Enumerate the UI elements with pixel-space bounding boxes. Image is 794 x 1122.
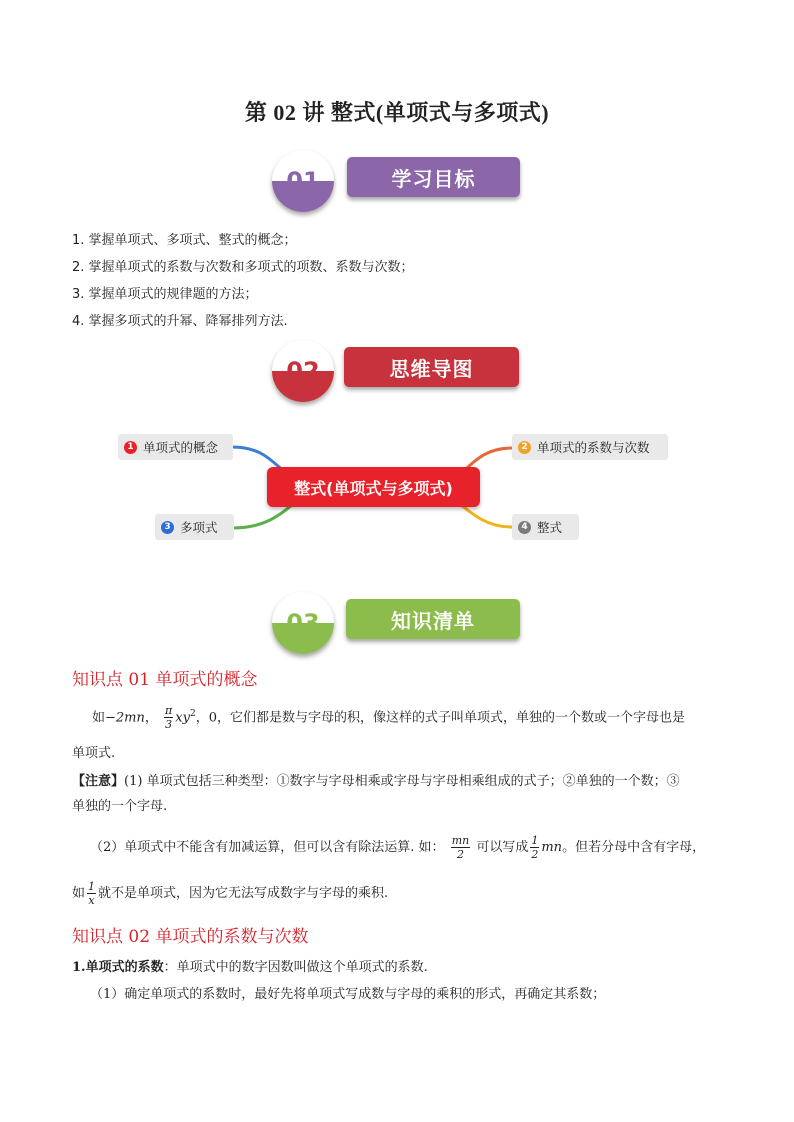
- kp2-line1: [72, 958, 428, 978]
- kp1-heading: 知识点 01 单项式的概念: [72, 670, 258, 690]
- frac-den: 2: [531, 848, 539, 861]
- objective-4: 4. 掌握多项式的升幂、降幂排列方法.: [72, 314, 288, 329]
- kp1-paragraph-1: [92, 704, 732, 731]
- kp1-sep: ，: [144, 710, 158, 726]
- fraction-1-over-x: [87, 880, 96, 907]
- kp1-note-line2: 单独的一个字母.: [72, 799, 168, 814]
- mindmap-node-1[interactable]: [118, 434, 233, 460]
- kp1-expr-minus2mn: −2mn: [105, 710, 145, 726]
- section-02-banner: 思维导图: [344, 347, 519, 387]
- objective-3: 3. 掌握单项式的规律题的方法；: [72, 287, 258, 302]
- frac-num: mn: [451, 834, 470, 847]
- fraction-1-over-2: [530, 834, 539, 861]
- mindmap-node-4-label: 整式: [537, 520, 563, 535]
- mindmap-center[interactable]: 整式(单项式与多项式): [267, 467, 480, 507]
- frac-num: 1: [531, 834, 539, 847]
- section-03-banner: 知识清单: [346, 599, 520, 639]
- frac-num: 1: [88, 880, 96, 893]
- section-03-number: 03: [286, 609, 320, 637]
- kp1-p2-prefix: （2）单项式中不能含有加减运算，但可以含有除法运算. 如：: [90, 840, 445, 855]
- kp1-expr-xy: xy: [175, 710, 190, 726]
- frac-num: π: [165, 704, 173, 718]
- section-02-number: 02: [286, 357, 320, 385]
- number-3-icon: 3: [161, 521, 174, 534]
- mindmap-node-2-label: 单项式的系数与次数: [537, 440, 650, 455]
- kp1-p3-prefix: 如: [72, 886, 86, 901]
- section-03-badge: [272, 592, 334, 654]
- frac-den: x: [88, 894, 95, 907]
- kp2-term: 1.单项式的系数: [72, 960, 164, 975]
- kp1-paragraph-3: [72, 880, 388, 907]
- number-4-icon: 4: [518, 521, 531, 534]
- mindmap-node-1-label: 单项式的概念: [143, 440, 219, 455]
- kp2-line2: （1）确定单项式的系数时，最好先将单项式写成数与字母的乘积的形式，再确定其系数；: [90, 987, 606, 1002]
- number-1-icon: 1: [124, 441, 137, 454]
- kp1-p3-rest: 就不是单项式，因为它无法写成数字与字母的乘积.: [98, 886, 389, 901]
- kp1-p1-rest: ，0，它们都是数与字母的积，像这样的式子叫单项式，单独的一个数或一个字母也是: [195, 710, 685, 726]
- kp2-heading: 知识点 02 单项式的系数与次数: [72, 927, 309, 947]
- fraction-mn-over-2: [451, 834, 471, 861]
- objective-2: 2. 掌握单项式的系数与次数和多项式的项数、系数与次数；: [72, 260, 414, 275]
- frac-den: 3: [165, 718, 173, 732]
- number-2-icon: 2: [518, 441, 531, 454]
- kp1-expr-mn: mn: [541, 840, 563, 855]
- mindmap-node-3[interactable]: [155, 514, 234, 540]
- mindmap-node-4[interactable]: [512, 514, 579, 540]
- kp1-paragraph-2: [90, 834, 705, 861]
- kp1-p2-rest: 。但若分母中含有字母，: [562, 840, 706, 855]
- kp2-definition: ：单项式中的数字因数叫做这个单项式的系数.: [163, 960, 428, 975]
- mindmap-node-2[interactable]: [512, 434, 668, 460]
- section-01-banner: 学习目标: [347, 157, 520, 197]
- kp1-sup: 2: [189, 709, 196, 719]
- fraction-pi-over-3: [164, 704, 173, 731]
- note-label: 【注意】: [72, 774, 125, 789]
- page-title: 第 02 讲 整式(单项式与多项式): [244, 100, 550, 125]
- kp1-note-line1: [72, 772, 680, 792]
- kp1-p2-mid: 可以写成: [476, 840, 529, 855]
- objective-1: 1. 掌握单项式、多项式、整式的概念；: [72, 233, 297, 248]
- kp1-p1-prefix: 如: [92, 710, 106, 726]
- note-text: (1) 单项式包括三种类型：①数字与字母相乘或字母与字母相乘组成的式子；②单独的一个数；③: [124, 774, 680, 789]
- mindmap-node-3-label: 多项式: [180, 520, 218, 535]
- kp1-paragraph-1-line2: 单项式.: [72, 746, 116, 761]
- section-01-number: 01: [286, 167, 320, 195]
- frac-den: 2: [456, 848, 464, 861]
